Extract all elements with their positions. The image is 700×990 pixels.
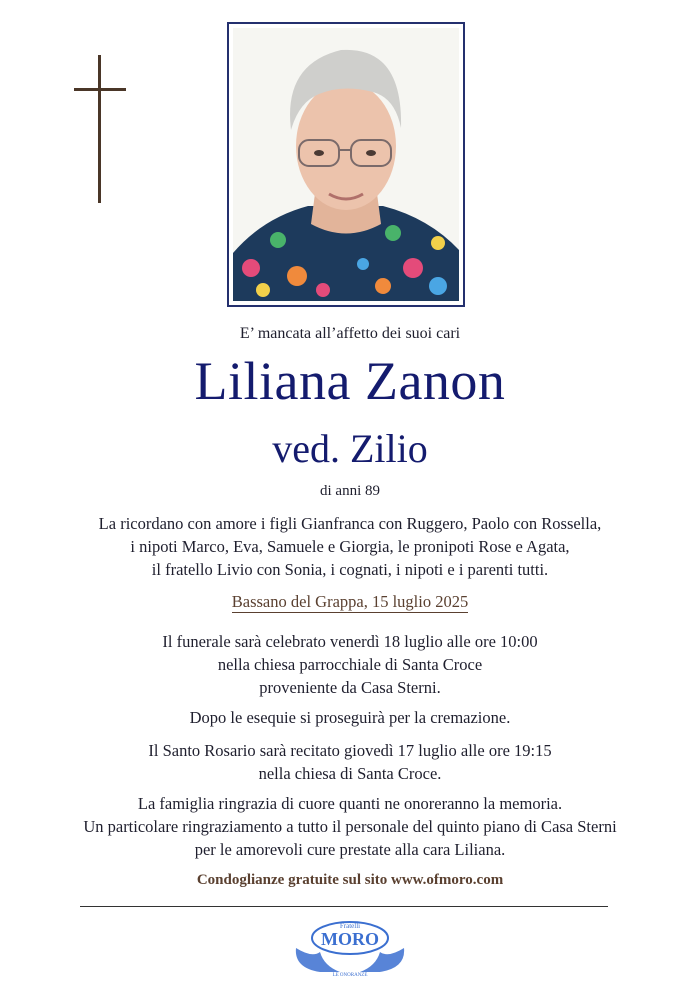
funeral-paragraph <box>0 630 700 699</box>
deceased-name: Liliana Zanon <box>194 351 506 411</box>
funeral-line: proveniente da Casa Sterni. <box>259 678 441 697</box>
family-paragraph <box>0 512 700 581</box>
family-line: La ricordano con amore i figli Gianfranca con Ruggero, Paolo con Rossella, <box>98 514 602 533</box>
thanks-line: per le amorevoli cure prestate alla cara Liliana. <box>194 840 506 859</box>
cross-icon <box>72 55 128 205</box>
logo-bottom-text: LE ONORANZE <box>332 973 368 978</box>
funeral-line: Il funerale sarà celebrato venerdì 18 luglio alle ore 10:00 <box>162 632 538 651</box>
condolences-link-text[interactable]: Condoglianze gratuite sul sito www.ofmoro.com <box>196 872 504 888</box>
cremation-text: Dopo le esequie si proseguirà per la cremazione. <box>189 708 511 727</box>
logo-main-text: MORO <box>321 929 379 949</box>
widow-of: ved. Zilio <box>272 426 428 471</box>
divider <box>80 906 608 907</box>
moro-logo <box>290 918 410 978</box>
age-text: di anni 89 <box>320 483 380 499</box>
thanks-line: Un particolare ringraziamento a tutto il personale del quinto piano di Casa Sterni <box>83 817 617 836</box>
portrait-photo <box>233 28 459 301</box>
place-date-text: Bassano del Grappa, 15 luglio 2025 <box>231 592 469 611</box>
portrait-frame <box>227 22 465 307</box>
family-line: il fratello Livio con Sonia, i cognati, i nipoti e i parenti tutti. <box>151 560 549 579</box>
rosary-line: nella chiesa di Santa Croce. <box>258 764 442 783</box>
logo-top-text: Fratelli <box>339 922 361 930</box>
funeral-line: nella chiesa parrocchiale di Santa Croce <box>217 655 483 674</box>
place-date <box>0 592 700 612</box>
rosary-paragraph <box>0 739 700 785</box>
family-line: i nipoti Marco, Eva, Samuele e Giorgia, le pronipoti Rose e Agata, <box>130 537 570 556</box>
thanks-line: La famiglia ringrazia di cuore quanti ne onoreranno la memoria. <box>137 794 563 813</box>
thanks-paragraph <box>0 792 700 861</box>
intro-text: E’ mancata all’affetto dei suoi cari <box>239 325 461 342</box>
rosary-line: Il Santo Rosario sarà recitato giovedì 17 luglio alle ore 19:15 <box>148 741 552 760</box>
